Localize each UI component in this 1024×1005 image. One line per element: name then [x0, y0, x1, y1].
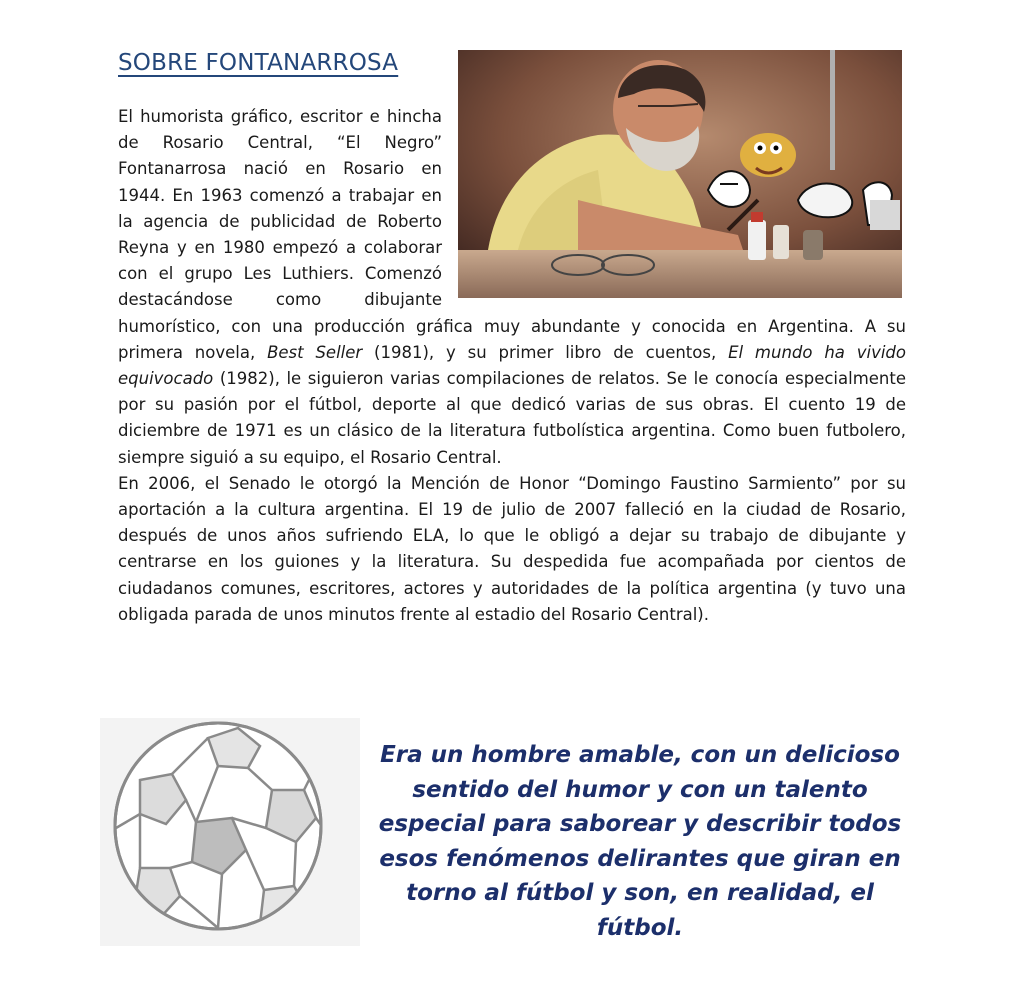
article-text: (1982), le siguieron varias compilaciones de relatos. Se le conocía especialmente por su pasión por el fútbol, deporte al que dedicó varias de sus obras. El cuento 19 de diciembre de 1971 es un clásico de la literatura futbolística argentina. Como buen futbolero, siempre siguió a su equipo, el Rosario Central. [118, 369, 906, 467]
pull-quote: Era un hombre amable, con un delicioso sentido del humor y con un talento especial para saborear y describir todos esos fenómenos delirantes que giran en torno al fútbol y son, en realidad, el fútbol. [378, 742, 902, 941]
article-text: (1981), y su primer libro de cuentos, [362, 342, 729, 362]
book-title: Best Seller [267, 342, 363, 362]
article-text: El humorista gráfico, escritor e hincha de Rosario Central, “El Negro” Fontanarrosa nació en Rosario en 1944. En 1963 comenzó a trabajar en la agencia de publicidad de Roberto Reyna y en 1980 empezó a colaborar con el grupo Les Luthiers. Comenzó destacándose como dibujante humorístico, con una producción gráfica muy abundante y conocida en Argentina. A su primera novela, [118, 107, 906, 362]
section-title: SOBRE FONTANARROSA [118, 50, 399, 76]
book-title: El mundo ha vivido equivocado [118, 342, 906, 389]
photo-spacer [442, 104, 906, 304]
soccer-ball-icon [100, 718, 360, 946]
article-paragraph-2: En 2006, el Senado le otorgó la Mención de Honor “Domingo Faustino Sarmiento” por su aportación a la cultura argentina. El 19 de julio de 2007 falleció en la ciudad de Rosario, después de unos años sufriendo ELA, lo que le obligó a dejar su trabajo de dibujante y centrarse en los guiones y la literatura. Su despedida fue acompañada por cientos de ciudadanos comunes, escritores, actores y autoridades de la política argentina (y tuvo una obligada parada de unos minutos frente al estadio del Rosario Central). [118, 473, 906, 624]
article-body [118, 104, 906, 628]
